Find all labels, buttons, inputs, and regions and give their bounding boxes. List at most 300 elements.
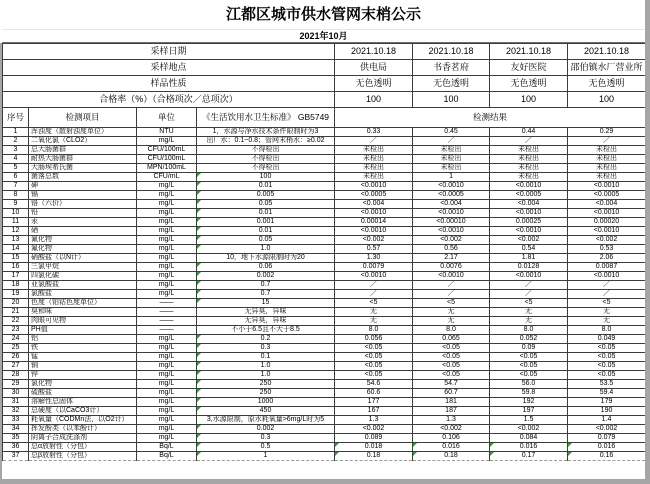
cell-no: 27 bbox=[3, 362, 29, 371]
cell-result: 197 bbox=[490, 407, 568, 416]
cell-no: 20 bbox=[3, 299, 29, 308]
cell-item: 菌落总数 bbox=[29, 173, 137, 182]
cell-result: 53.5 bbox=[568, 380, 646, 389]
cell-result: <0.05 bbox=[568, 344, 646, 353]
data-row bbox=[3, 425, 646, 434]
cell-unit: mg/L bbox=[137, 371, 197, 380]
cell-result: <0.0010 bbox=[490, 227, 568, 236]
cell-item: 硒 bbox=[29, 227, 137, 236]
cell-no: 5 bbox=[3, 164, 29, 173]
cell-result: 0.00025 bbox=[490, 218, 568, 227]
cell-no: 4 bbox=[3, 155, 29, 164]
green-corner-indicator bbox=[197, 236, 201, 240]
cell-result: ／ bbox=[413, 281, 490, 290]
cell-unit: mg/L bbox=[137, 416, 197, 425]
cell-standard: 1 bbox=[197, 452, 335, 461]
cell-result: <5 bbox=[413, 299, 490, 308]
cell-result: <0.002 bbox=[490, 425, 568, 434]
cell-unit: Bq/L bbox=[137, 443, 197, 452]
cell-standard: 不小于6.5且不大于8.5 bbox=[197, 326, 335, 335]
cell-no: 14 bbox=[3, 245, 29, 254]
info-value: 2021.10.18 bbox=[490, 44, 568, 60]
info-value: 邵伯镇水厂营业所 bbox=[568, 60, 646, 76]
cell-unit: mg/L bbox=[137, 380, 197, 389]
cell-result: 0.016 bbox=[568, 443, 646, 452]
cell-result: 60.6 bbox=[335, 389, 413, 398]
cell-standard: 0.3 bbox=[197, 434, 335, 443]
green-corner-indicator bbox=[197, 281, 201, 285]
info-value: 书香茗府 bbox=[413, 60, 490, 76]
cell-result: 190 bbox=[568, 407, 646, 416]
cell-result: 187 bbox=[413, 407, 490, 416]
cell-item: 肉眼可见物 bbox=[29, 317, 137, 326]
green-corner-indicator bbox=[197, 182, 201, 186]
cell-no: 7 bbox=[3, 182, 29, 191]
cell-result: <0.05 bbox=[413, 353, 490, 362]
cell-no: 19 bbox=[3, 290, 29, 299]
cell-unit: mg/L bbox=[137, 425, 197, 434]
cell-result: 无 bbox=[490, 308, 568, 317]
cell-result: <0.004 bbox=[413, 200, 490, 209]
cell-unit: mg/L bbox=[137, 209, 197, 218]
cell-result: ／ bbox=[490, 281, 568, 290]
cell-unit: mg/L bbox=[137, 335, 197, 344]
cell-unit: mg/L bbox=[137, 281, 197, 290]
cell-no: 9 bbox=[3, 200, 29, 209]
cell-result: 未检出 bbox=[490, 173, 568, 182]
cell-result: 0.016 bbox=[413, 443, 490, 452]
info-value: 无色透明 bbox=[413, 76, 490, 92]
green-corner-indicator bbox=[197, 353, 201, 357]
cell-standard: 0.7 bbox=[197, 290, 335, 299]
cell-result: 181 bbox=[413, 398, 490, 407]
cell-item: 耗氧量（CODMn法，以O2计） bbox=[29, 416, 137, 425]
cell-result: 0.079 bbox=[568, 434, 646, 443]
green-corner-indicator bbox=[197, 245, 201, 249]
cell-result: 0.018 bbox=[335, 443, 413, 452]
green-corner-indicator bbox=[568, 452, 572, 456]
cell-no: 37 bbox=[3, 452, 29, 461]
cell-no: 6 bbox=[3, 173, 29, 182]
cell-standard: 0.2 bbox=[197, 335, 335, 344]
cell-unit: mg/L bbox=[137, 254, 197, 263]
cell-result: <0.0010 bbox=[568, 209, 646, 218]
cell-result: <0.0005 bbox=[490, 191, 568, 200]
header-results: 检测结果 bbox=[335, 108, 646, 128]
data-row bbox=[3, 200, 646, 209]
cell-result: 无 bbox=[335, 308, 413, 317]
cell-result: <0.05 bbox=[568, 353, 646, 362]
cell-standard: 1，水源与净水技术条件限制时为3 bbox=[197, 128, 335, 137]
cell-unit: mg/L bbox=[137, 191, 197, 200]
cell-result: 54.7 bbox=[413, 380, 490, 389]
cell-result: <0.05 bbox=[335, 371, 413, 380]
cell-result: 0.44 bbox=[490, 128, 568, 137]
right-edge-strip bbox=[645, 0, 650, 484]
cell-result: 0.106 bbox=[413, 434, 490, 443]
cell-result: <0.0010 bbox=[335, 272, 413, 281]
cell-unit: CFU/mL bbox=[137, 173, 197, 182]
cell-no: 11 bbox=[3, 218, 29, 227]
cell-result: ／ bbox=[413, 290, 490, 299]
cell-standard: 0.002 bbox=[197, 425, 335, 434]
cell-result: 0.00014 bbox=[335, 218, 413, 227]
cell-result: <0.002 bbox=[335, 425, 413, 434]
cell-no: 15 bbox=[3, 254, 29, 263]
cell-item: 镉 bbox=[29, 191, 137, 200]
cell-result: 0.45 bbox=[413, 128, 490, 137]
green-corner-indicator bbox=[197, 434, 201, 438]
cell-unit: mg/L bbox=[137, 263, 197, 272]
cell-result: <0.0010 bbox=[413, 182, 490, 191]
cell-item: 臭和味 bbox=[29, 308, 137, 317]
cell-result: 1.4 bbox=[568, 416, 646, 425]
cell-result: 无 bbox=[568, 317, 646, 326]
cell-no: 12 bbox=[3, 227, 29, 236]
data-row bbox=[3, 128, 646, 137]
cell-no: 17 bbox=[3, 272, 29, 281]
green-corner-indicator bbox=[568, 443, 572, 447]
cell-unit: mg/L bbox=[137, 398, 197, 407]
cell-no: 3 bbox=[3, 146, 29, 155]
cell-unit: MPN/100mL bbox=[137, 164, 197, 173]
green-corner-indicator bbox=[197, 272, 201, 276]
cell-result: <0.05 bbox=[413, 344, 490, 353]
info-row bbox=[3, 44, 646, 60]
left-edge-strip bbox=[0, 43, 2, 479]
cell-result: 0.09 bbox=[490, 344, 568, 353]
cell-item: 铜 bbox=[29, 362, 137, 371]
header-no: 序号 bbox=[3, 108, 29, 128]
cell-result: <0.05 bbox=[568, 371, 646, 380]
cell-result: <0.002 bbox=[490, 236, 568, 245]
cell-result: 1 bbox=[413, 173, 490, 182]
cell-result: 未检出 bbox=[568, 173, 646, 182]
data-row bbox=[3, 308, 646, 317]
data-row bbox=[3, 326, 646, 335]
cell-item: 耐热大肠菌群 bbox=[29, 155, 137, 164]
cell-result: 2.17 bbox=[413, 254, 490, 263]
cell-result: <0.004 bbox=[335, 200, 413, 209]
cell-result: ／ bbox=[568, 137, 646, 146]
cell-item: 氯酸盐 bbox=[29, 290, 137, 299]
cell-unit: mg/L bbox=[137, 389, 197, 398]
cell-result: 未检出 bbox=[413, 146, 490, 155]
cell-item: 氟化物 bbox=[29, 245, 137, 254]
cell-item: 色度（铂钴色度单位） bbox=[29, 299, 137, 308]
green-corner-indicator bbox=[197, 380, 201, 384]
cell-result: <0.0010 bbox=[568, 227, 646, 236]
info-rows bbox=[3, 44, 646, 108]
cell-result: ／ bbox=[568, 290, 646, 299]
green-corner-indicator bbox=[413, 443, 417, 447]
cell-result: <0.0010 bbox=[413, 227, 490, 236]
green-corner-indicator bbox=[197, 425, 201, 429]
cell-result: ／ bbox=[490, 137, 568, 146]
green-corner-indicator bbox=[197, 362, 201, 366]
info-value: 友好医院 bbox=[490, 60, 568, 76]
data-row bbox=[3, 155, 646, 164]
green-corner-indicator bbox=[335, 452, 339, 456]
cell-item: 溶解性总固体 bbox=[29, 398, 137, 407]
cell-result: ／ bbox=[413, 137, 490, 146]
cell-result: 未检出 bbox=[490, 146, 568, 155]
cell-standard: 0.01 bbox=[197, 209, 335, 218]
green-corner-indicator bbox=[197, 263, 201, 267]
data-row bbox=[3, 335, 646, 344]
data-row bbox=[3, 299, 646, 308]
cell-result: <0.0005 bbox=[335, 191, 413, 200]
cell-no: 35 bbox=[3, 434, 29, 443]
cell-result: 1.30 bbox=[335, 254, 413, 263]
cell-unit: mg/L bbox=[137, 434, 197, 443]
data-row bbox=[3, 452, 646, 461]
notice-sheet bbox=[2, 0, 645, 461]
info-row bbox=[3, 60, 646, 76]
cell-result: 0.052 bbox=[490, 335, 568, 344]
cell-result: 59.4 bbox=[568, 389, 646, 398]
data-row bbox=[3, 182, 646, 191]
green-corner-indicator bbox=[197, 227, 201, 231]
green-corner-indicator bbox=[197, 290, 201, 294]
cell-standard: 1000 bbox=[197, 398, 335, 407]
cell-standard: 0.05 bbox=[197, 200, 335, 209]
cell-unit: mg/L bbox=[137, 362, 197, 371]
cell-unit: —— bbox=[137, 326, 197, 335]
cell-result: 未检出 bbox=[568, 155, 646, 164]
cell-standard: 0.001 bbox=[197, 218, 335, 227]
cell-no: 8 bbox=[3, 191, 29, 200]
cell-standard: 3,水源限制，原水耗氧量>6mg/L时为5 bbox=[197, 416, 335, 425]
cell-result: <0.05 bbox=[568, 362, 646, 371]
cell-unit: —— bbox=[137, 308, 197, 317]
cell-result: <0.0010 bbox=[335, 182, 413, 191]
cell-result: 0.00020 bbox=[568, 218, 646, 227]
cell-item: 砷 bbox=[29, 182, 137, 191]
cell-no: 24 bbox=[3, 335, 29, 344]
cell-result: 0.56 bbox=[413, 245, 490, 254]
green-corner-indicator bbox=[197, 398, 201, 402]
cell-unit: NTU bbox=[137, 128, 197, 137]
info-value: 100 bbox=[568, 92, 646, 108]
cell-result: <0.05 bbox=[335, 353, 413, 362]
info-value: 2021.10.18 bbox=[335, 44, 413, 60]
data-row bbox=[3, 290, 646, 299]
cell-result: ／ bbox=[335, 281, 413, 290]
cell-result: ／ bbox=[490, 290, 568, 299]
cell-result: 未检出 bbox=[490, 164, 568, 173]
data-row bbox=[3, 389, 646, 398]
green-corner-indicator bbox=[490, 443, 494, 447]
cell-result: 0.065 bbox=[413, 335, 490, 344]
cell-no: 36 bbox=[3, 443, 29, 452]
cell-unit: mg/L bbox=[137, 407, 197, 416]
cell-unit: CFU/100mL bbox=[137, 155, 197, 164]
cell-result: <0.0005 bbox=[413, 191, 490, 200]
cell-standard: 0.7 bbox=[197, 281, 335, 290]
cell-result: <0.0010 bbox=[413, 209, 490, 218]
cell-result: 0.089 bbox=[335, 434, 413, 443]
data-row bbox=[3, 407, 646, 416]
cell-result: 59.8 bbox=[490, 389, 568, 398]
cell-unit: mg/L bbox=[137, 182, 197, 191]
cell-item: 氯化物 bbox=[29, 380, 137, 389]
cell-result: <0.0010 bbox=[335, 209, 413, 218]
cell-result: <0.0010 bbox=[490, 209, 568, 218]
cell-result: 0.016 bbox=[490, 443, 568, 452]
cell-result: 0.17 bbox=[490, 452, 568, 461]
cell-item: 挥发酚类（以苯酚计） bbox=[29, 425, 137, 434]
cell-unit: mg/L bbox=[137, 200, 197, 209]
cell-result: 1.81 bbox=[490, 254, 568, 263]
cell-result: 未检出 bbox=[490, 155, 568, 164]
cell-result: <0.0010 bbox=[490, 182, 568, 191]
cell-item: 锰 bbox=[29, 353, 137, 362]
cell-no: 22 bbox=[3, 317, 29, 326]
cell-result: 0.049 bbox=[568, 335, 646, 344]
cell-result: 8.0 bbox=[335, 326, 413, 335]
cell-no: 1 bbox=[3, 128, 29, 137]
cell-no: 30 bbox=[3, 389, 29, 398]
cell-result: 177 bbox=[335, 398, 413, 407]
cell-standard: 15 bbox=[197, 299, 335, 308]
cell-result: 0.084 bbox=[490, 434, 568, 443]
cell-result: 0.16 bbox=[568, 452, 646, 461]
cell-item: 二氧化氯（CLO2） bbox=[29, 137, 137, 146]
green-corner-indicator bbox=[197, 209, 201, 213]
cell-standard: 0.005 bbox=[197, 191, 335, 200]
cell-no: 13 bbox=[3, 236, 29, 245]
cell-result: <5 bbox=[335, 299, 413, 308]
cell-result: <0.002 bbox=[568, 236, 646, 245]
cell-result: <0.0010 bbox=[568, 182, 646, 191]
cell-result: 未检出 bbox=[335, 146, 413, 155]
cell-standard: 不得检出 bbox=[197, 155, 335, 164]
info-label: 合格率（%）（合格项次／总项次） bbox=[3, 92, 335, 108]
cell-result: 0.18 bbox=[413, 452, 490, 461]
info-label: 样品性质 bbox=[3, 76, 335, 92]
header-standard: 《生活饮用水卫生标准》 GB5749 bbox=[197, 108, 335, 128]
data-row bbox=[3, 263, 646, 272]
data-row bbox=[3, 137, 646, 146]
cell-standard: 0.5 bbox=[197, 443, 335, 452]
data-row bbox=[3, 317, 646, 326]
cell-result: 无 bbox=[335, 317, 413, 326]
cell-standard: 250 bbox=[197, 380, 335, 389]
cell-result: 0.056 bbox=[335, 335, 413, 344]
cell-unit: —— bbox=[137, 299, 197, 308]
info-label: 采样日期 bbox=[3, 44, 335, 60]
cell-unit: Bq/L bbox=[137, 452, 197, 461]
data-row bbox=[3, 227, 646, 236]
cell-result: 1.3 bbox=[413, 416, 490, 425]
cell-unit: mg/L bbox=[137, 227, 197, 236]
cell-result: 无 bbox=[568, 308, 646, 317]
green-corner-indicator bbox=[197, 389, 201, 393]
cell-no: 26 bbox=[3, 353, 29, 362]
green-corner-indicator bbox=[197, 371, 201, 375]
cell-item: 总大肠菌群 bbox=[29, 146, 137, 155]
cell-result: <0.002 bbox=[335, 236, 413, 245]
data-row bbox=[3, 236, 646, 245]
cell-result: 0.53 bbox=[568, 245, 646, 254]
cell-standard: 0.05 bbox=[197, 236, 335, 245]
cell-result: 0.0076 bbox=[413, 263, 490, 272]
cell-result: <0.0010 bbox=[335, 227, 413, 236]
cell-no: 32 bbox=[3, 407, 29, 416]
cell-result: 56.0 bbox=[490, 380, 568, 389]
cell-result: 未检出 bbox=[568, 146, 646, 155]
cell-result: 60.7 bbox=[413, 389, 490, 398]
cell-unit: mg/L bbox=[137, 272, 197, 281]
cell-result: <0.004 bbox=[490, 200, 568, 209]
green-corner-indicator bbox=[197, 299, 201, 303]
cell-item: 氰化物 bbox=[29, 236, 137, 245]
cell-item: PH值 bbox=[29, 326, 137, 335]
green-corner-indicator bbox=[335, 443, 339, 447]
cell-standard: 不得检出 bbox=[197, 146, 335, 155]
cell-result: 0.54 bbox=[490, 245, 568, 254]
cell-item: 总硬度（以CaCO3计） bbox=[29, 407, 137, 416]
cell-no: 31 bbox=[3, 398, 29, 407]
cell-result: 未检出 bbox=[335, 155, 413, 164]
cell-result: <0.004 bbox=[568, 200, 646, 209]
cell-result: 1.3 bbox=[335, 416, 413, 425]
cell-result: 无 bbox=[413, 317, 490, 326]
data-row bbox=[3, 398, 646, 407]
data-row bbox=[3, 164, 646, 173]
cell-unit: mg/L bbox=[137, 344, 197, 353]
data-rows bbox=[3, 128, 646, 461]
cell-standard: 不得检出 bbox=[197, 164, 335, 173]
cell-no: 34 bbox=[3, 425, 29, 434]
green-corner-indicator bbox=[197, 200, 201, 204]
data-row bbox=[3, 362, 646, 371]
cell-standard: 0.06 bbox=[197, 263, 335, 272]
cell-result: 8.0 bbox=[568, 326, 646, 335]
cell-standard: 450 bbox=[197, 407, 335, 416]
cell-standard: 1.0 bbox=[197, 362, 335, 371]
data-row bbox=[3, 416, 646, 425]
cell-result: 179 bbox=[568, 398, 646, 407]
cell-result: <0.0010 bbox=[413, 272, 490, 281]
cell-item: 四氯化碳 bbox=[29, 272, 137, 281]
data-row bbox=[3, 371, 646, 380]
data-row bbox=[3, 344, 646, 353]
cell-result: 192 bbox=[490, 398, 568, 407]
cell-result: 1.5 bbox=[490, 416, 568, 425]
green-corner-indicator bbox=[197, 191, 201, 195]
cell-result: 未检出 bbox=[413, 164, 490, 173]
cell-result: <5 bbox=[490, 299, 568, 308]
data-row bbox=[3, 191, 646, 200]
cell-item: 亚氯酸盐 bbox=[29, 281, 137, 290]
cell-standard: 0.002 bbox=[197, 272, 335, 281]
cell-no: 16 bbox=[3, 263, 29, 272]
table-header-row bbox=[3, 108, 646, 128]
cell-result: <0.05 bbox=[490, 353, 568, 362]
green-corner-indicator bbox=[197, 173, 201, 177]
cell-result: 167 bbox=[335, 407, 413, 416]
data-row bbox=[3, 218, 646, 227]
data-row bbox=[3, 254, 646, 263]
data-row bbox=[3, 146, 646, 155]
cell-result: <0.05 bbox=[490, 371, 568, 380]
green-corner-indicator bbox=[197, 452, 201, 456]
bottom-edge-strip bbox=[0, 479, 650, 484]
cell-result: 未检出 bbox=[413, 155, 490, 164]
cell-standard: 出厂水：0.1~0.8；管网末梢水：≥0.02 bbox=[197, 137, 335, 146]
